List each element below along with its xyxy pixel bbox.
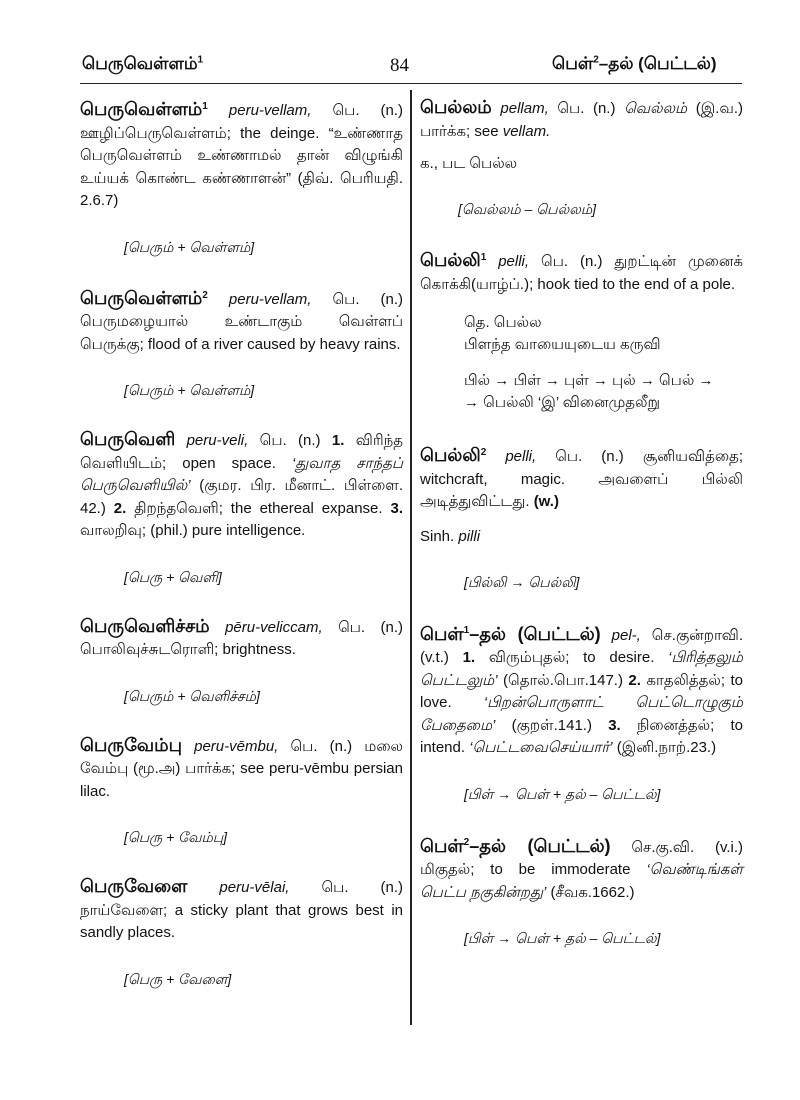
citation: (குறள்.141.) [511, 716, 592, 734]
homonym-number: 2 [202, 289, 208, 301]
transliteration: pēru-veliccam, [225, 618, 323, 636]
headword: பெல்லி [420, 445, 481, 465]
definition: (இ.வ.) பார்க்க; see [420, 100, 743, 140]
etymology: [பெரும் + வெள்ளம்] [124, 238, 255, 255]
etymology: [பெரு + வேளை] [124, 970, 232, 987]
headword: பெருவேம்பு [80, 734, 182, 755]
definition: பொலிவுச்சுடரொளி; brightness. [80, 641, 296, 658]
dictionary-entry [420, 442, 743, 592]
entry-body [80, 615, 403, 662]
etymology: [பெரும் + வெளிச்சம்] [124, 687, 260, 704]
dictionary-entry [420, 832, 743, 949]
headword: பெருவெள்ளம் [80, 99, 203, 119]
part-of-speech: செ.கு.வி. (v.i.) [631, 838, 743, 856]
cognate: தெ. பெல்ல [464, 314, 542, 331]
sense-number: 3. [390, 499, 404, 517]
dictionary-entry [80, 96, 403, 257]
sense-number: 3. [608, 716, 621, 734]
header-rule [80, 83, 742, 84]
headword: பெருவெளி [80, 429, 176, 449]
etymology: [பெரும் + வெள்ளம்] [124, 382, 255, 398]
transliteration: pelli, [498, 253, 530, 270]
dictionary-entry [80, 428, 403, 587]
part-of-speech: பெ. (n.) [338, 618, 404, 636]
citation: (இனி.நாற்.23.) [616, 739, 717, 756]
homonym-number: 2 [480, 447, 487, 458]
part-of-speech: பெ. (n.) [332, 102, 404, 119]
definition: பெருமழையால் உண்டாகும் வெள்ளப் பெருக்கு; flood of a river caused by heavy rains. [80, 313, 403, 353]
cognate: க., பட பெல்ல [420, 155, 518, 172]
dictionary-entry [80, 285, 403, 401]
definition: காதலித்தல்; to love. [420, 671, 743, 711]
definition: நாய்வேளை; a sticky plant that grows best in sandly places. [80, 901, 403, 941]
entry-body [420, 442, 743, 514]
sense-number: 1. [462, 649, 476, 666]
column-divider [410, 90, 412, 1025]
part-of-speech: பெ. (n.) [290, 737, 353, 755]
sense-number: 2. [113, 499, 127, 517]
citation: (சீவக.1662.) [550, 883, 635, 901]
dictionary-entry [80, 875, 403, 989]
homonym-number: 1 [480, 252, 487, 263]
definition: வாலறிவு; (phil.) pure intelligence. [80, 522, 306, 539]
headword: பெல்லி [420, 250, 481, 270]
cognate: Sinh. pilli [420, 527, 481, 545]
citation: (குமர. பிர. மீனாட். பிள்ளை. 42.) [80, 477, 403, 517]
transliteration: pellam, [500, 100, 549, 117]
header-right-guideword: பெள்$^2$–தல் (பெட்டல்) [552, 54, 717, 73]
header-left-guideword: பெருவெள்ளம்$^1$ [82, 54, 204, 73]
derivation-chain: → பெல்லி ‘இ’ வினைமுதலீறு [464, 394, 661, 411]
definition: மலை வேம்பு (மூ.அ) பார்க்க; see peru-vēmbu persian lilac. [80, 737, 403, 800]
headword: பெருவெளிச்சம் [80, 615, 210, 636]
quotation: ‘வெண்டிங்கள் பெட்ப நகுகின்றது’ [420, 861, 743, 901]
transliteration: peru-vellam, [228, 290, 312, 308]
cognate-gloss: பிளந்த வாயையுடைய கருவி [464, 336, 661, 353]
etymology: [பிள் → பெள் + தல் – பெட்டல்] [464, 785, 661, 802]
homonym-number: 1 [202, 101, 208, 112]
transliteration: peru-veli, [186, 432, 249, 449]
entry-body [420, 247, 743, 296]
part-of-speech: பெ. (n.) [557, 100, 616, 117]
entry-body [420, 96, 743, 143]
sense-number: 2. [628, 671, 641, 689]
citation: (தொல்.பொ.147.) [503, 671, 623, 689]
headword: பெருவேளை [80, 876, 188, 896]
quotation: ‘பிறன்பொருளாட் பெட்டொழுகும் பேதைமை’ [420, 694, 743, 734]
entry-body [80, 285, 403, 357]
part-of-speech: பெ. (n.) [321, 879, 404, 896]
headword: பெள்$^1$–தல் (பெட்டல்) [420, 623, 601, 644]
transliteration: peru-vellam, [228, 102, 312, 119]
citation: (w.) [533, 493, 559, 510]
etymology: [பெரு + வெளி] [124, 568, 222, 585]
headword: பெல்லம் [420, 97, 492, 117]
etymology: [பில்லி → பெல்லி] [464, 573, 580, 590]
derivation-chain: பில் → பிள் → புள் → புல் → பெல் → [464, 372, 714, 389]
part-of-speech: பெ. (n.) [541, 253, 603, 270]
transliteration: pel-, [611, 626, 641, 644]
entry-body [80, 428, 403, 543]
right-column [420, 92, 743, 948]
quotation: ‘துவாத சாந்தப் பெருவெளியில்’ [80, 454, 403, 494]
definition: விரும்புதல்; to desire. [488, 649, 655, 666]
entry-body [80, 96, 403, 213]
sense-number: 1. [331, 432, 345, 449]
transliteration: pelli, [505, 448, 537, 465]
quotation: “உண்ணாத பெருவெள்ளம் உண்ணாமல் தான் விழுங்கி உய்யக் கொண்ட கண்ணாளன்” [80, 124, 403, 187]
definition: விரிந்த வெளியிடம்; open space. [80, 432, 404, 472]
cross-reference-word: வெல்லம் [624, 100, 688, 117]
headword: பெருவெள்ளம் [80, 287, 203, 308]
transliteration: peru-vēlai, [219, 879, 290, 896]
page-number: 84 [390, 55, 409, 76]
see-reference: vellam. [502, 122, 551, 140]
part-of-speech: செ.குன்றாவி. (v.t.) [420, 626, 744, 666]
etymology: [பெரு + வேம்பு] [124, 829, 228, 845]
entry-body [420, 832, 743, 905]
left-column [80, 92, 403, 989]
page-header [0, 0, 800, 80]
part-of-speech: பெ. (n.) [555, 448, 624, 465]
definition: சூனியவித்தை; witchcraft, magic. அவளைப் பில்லி அடித்துவிட்டது. [420, 448, 743, 510]
dictionary-entry [80, 615, 403, 706]
transliteration: peru-vēmbu, [194, 737, 279, 755]
dictionary-entry [80, 734, 403, 848]
definition: நினைத்தல்; to intend. [420, 716, 743, 756]
dictionary-entry [420, 247, 743, 414]
headword: பெள்$^2$–தல் (பெட்டல்) [420, 835, 611, 856]
citation: (திவ். பெரியதி. 2.6.7) [80, 169, 403, 209]
part-of-speech: பெ. (n.) [332, 290, 404, 308]
part-of-speech: பெ. (n.) [259, 432, 321, 449]
definition: ஊழிப்பெருவெள்ளம்; the deinge. [80, 124, 320, 142]
dictionary-entry [420, 620, 743, 804]
entry-body [80, 734, 403, 804]
quotation: ‘பெட்டவைசெய்யார்’ [469, 739, 613, 756]
definition: திறந்தவெளி; the ethereal expanse. [134, 499, 383, 517]
entry-body [420, 620, 743, 760]
quotation: ‘பிரித்தலும் பெட்டலும்’ [420, 649, 743, 689]
dictionary-entry [420, 96, 743, 219]
definition: துறட்டின் முனைக் கொக்கி(யாழ்ப்.); hook tied to the end of a pole. [420, 253, 743, 293]
etymology: [பிள் → பெள் + தல் – பெட்டல்] [464, 930, 661, 946]
etymology: [வெல்லம் – பெல்லம்] [458, 201, 596, 217]
definition: மிகுதல்; to be immoderate [420, 861, 631, 878]
entry-body [80, 875, 403, 945]
